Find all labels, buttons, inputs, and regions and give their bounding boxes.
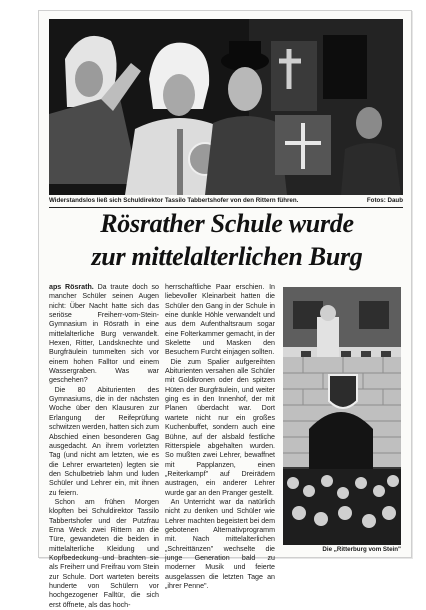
dateline: aps Rösrath. [49,283,94,291]
paragraph [49,283,159,386]
paragraph: Schon am frühen Morgen klopften bei Schuldirektor Tassilo Tabbertshofer und der Putzfrau Erna Weck zwei Rittern an die Türe, gewandeten die beiden in mittelalterliche Kleidung und Kopfbedeckung und brachten sie als Freiherr und Freifrau vom Stein zur Schule. Dort warteten bereits hunderte von Schülern vor hochgezogener Falltür, die sich erst öffnete, als das hoch- [49,497,159,609]
photo-credit: Fotos: Daub [366,197,403,204]
paragraph-text: Da traute doch so mancher Schüler seinen Augen nicht: Über Nacht hatte sich das seriöse Freiherr-vom-Stein-Gymnasium in Rösrath in eine mittelalterliche Burg verwandelt. Hexen, Ritter, Landsknechte und Burgfräulein tummelten sich vor einem hohen Falltor und einem Wassergraben. Was war geschehen? [49,283,159,385]
photo-caption-text: Widerstandslos ließ sich Schuldirektor Tassilo Tabbertshofer von den Rittern führen. [49,197,299,204]
headline-line-2: zur mittelalterlichen Burg [91,242,363,271]
castle-photo [283,287,401,545]
castle-photo-caption: Die „Ritterburg vom Stein" [322,546,401,553]
headline-line-1: Rösrather Schule wurde [100,209,354,238]
paragraph: herrschaftliche Paar erschien. In liebevoller Kleinarbeit hatten die Schüler den Gang in der Schule in eine dunkle Höhle verwandelt und aus dem Aufenthaltsraum sogar eine Folterkammer gemacht, in der Skelette und Masken den Besuchern Furcht einjagen sollten. [165,283,275,357]
knights-photo [49,19,403,195]
paragraph: Die zum Spalier aufgereihten Abiturienten versahen alle Schüler mit Goldkronen oder den spitzen Hüten der Burgfräulein, und weiter ging es in den Innenhof, der mit Planen überdacht war. Dort wartete nicht nur ein großes Kuchenbuffet, sondern auch eine Bühne, auf der alsbald festliche Ritterspiele abgehalten wurden. So mußten zwei Lehrer, bewaffnet mit Papplanzen, einen „Reiterkampf" auf Dreirädern austragen, ein anderer Lehrer wurde gar an den Pranger gestellt. [165,357,275,497]
paragraph: An Unterricht war da natürlich nicht zu denken und Schüler wie Lehrer machten begeistert bei dem gebotenen Alternativprogramm mit. Nach mittelalterlichen „Schreittänzen" wechselte die junge Generation bald zu moderner Musik und feierte ausgelassen die letzten Tage an „ihrer Penne". [165,497,276,590]
newspaper-clipping [38,10,412,609]
article-column-2 [165,283,275,591]
paragraph: Die 80 Abiturienten des Gymnasiums, die in der nächsten Woche über den Klausuren zur Erlangung der Reifeprüfung schwitzen werden, hatten sich zum Abschied einen besonderen Gag ausgedacht. An ihrem vorletzten Tag (und nicht am letzten, wie es die Lehrer erwarteten) legten sie den Schulbetrieb lahm und luden Schüler und Lehrer ein, mit ihnen zu feiern. [49,385,160,497]
article-column-1 [49,283,159,610]
headline [45,207,409,273]
